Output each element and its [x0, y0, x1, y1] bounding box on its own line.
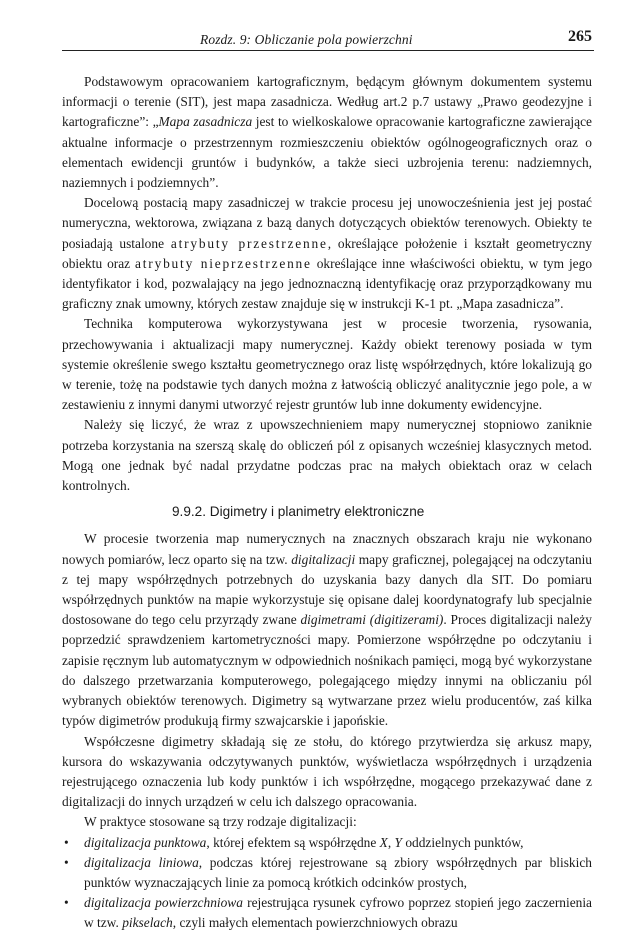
running-head: Rozdz. 9: Obliczanie pola powierzchni [200, 32, 413, 47]
paragraph-classic-methods: Należy się liczyć, że wraz z upowszechnieniem mapy numerycznej stopniowo zaniknie potrzeba korzystania na szerszą skalę do obliczeń pól z opisanych wcześniej klasycznych metod. Mogą one jednak być nadal przydatne podczas prac na małych obiektach oraz w celach kontrolnych. [62, 417, 592, 494]
bullet-icon: • [64, 834, 69, 850]
paragraph-computer-technique: Technika komputerowa wykorzystywana jest w procesie tworzenia, rysowania, przechowywania i aktualizacji mapy numerycznej. Każdy obiekt terenowy posiada w tym systemie określenie swego kształtu geometrycznego oraz listę współrzędnych, które lokalizują go w terenie, tożę na podstawie tych danych można z łatwością obliczyć analitycznie jego pole, a w zestawieniu z innymi danymi utworzyć rejestr gruntów lub inne dokumenty ewidencyjne. [62, 316, 592, 413]
section-heading: 9.9.2. Digimetry i planimetry elektroniczne [172, 504, 425, 520]
paragraph-digital-map: Docelową postacią mapy zasadniczej w trakcie procesu jej unowocześnienia jest jej postać numeryczna, wektorowa, związana z bazą danych dotyczących obiektów terenowych. Obiekty te posiadają ustalone atrybuty przestrzenne, określające położenie i kształt geometryczny obiektu oraz atrybuty nieprzestrzenne określające inne właściwości obiektu, w tym jego identyfikator i kod, pozwalający na jego jednoznaczną identyfikację oraz przyporządkowany mu graficzny znak umowny, których zestaw znajduje się w instrukcji K-1 pt. „Mapa zasadnicza”. [62, 195, 593, 312]
bullet-icon: • [64, 854, 69, 870]
bullet-icon: • [64, 895, 69, 911]
paragraph-digimeter-parts: Współczesne digimetry składają się ze stołu, do którego przytwierdza się arkusz mapy, kursora do wskazywania odczytywanych punktów, wyświetlacza współrzędnych i urządzenia rejestrującego oznaczenia lub kody punktów i ich współrzędne, mogącego przekazywać dane z digitalizacji do innych urządzeń w celu ich dalszego opracowania. [62, 733, 592, 810]
list-item: • digitalizacja powierzchniowa rejestrująca rysunek cyfrowo poprzez stopień jego zaczernienia w tzw. pikselach, czyli małych elementach powierzchniowych obrazu [64, 895, 592, 931]
list-item: • digitalizacja liniowa, podczas której rejestrowane są zbiory współrzędnych par bliskich punktów wyznaczających linie za pomocą krótkich odcinków prostych, [64, 854, 592, 890]
page-number: 265 [568, 28, 592, 45]
page-body [62, 72, 592, 934]
paragraph-map-definition: Podstawowym opracowaniem kartograficznym, będącym głównym dokumentem systemu informacji o terenie (SIT), jest mapa zasadnicza. Według art.2 p.7 ustawy „Prawo geodezyjne i kartograficzne”: „Mapa zasadnicza jest to wielkoskalowe opracowanie kartograficzne zawierające aktualne informacje o przestrzennym rozmieszczeniu obiektów ogólnogeograficznych oraz o elementach ewidencji gruntów i budynków, a także sieci uzbrojenia terenu: nadziemnych, naziemnych i podziemnych”. [62, 74, 592, 191]
page-header [62, 30, 594, 51]
paragraph-digitization-types: W praktyce stosowane są trzy rodzaje digitalizacji: [84, 814, 357, 830]
paragraph-digitization: W procesie tworzenia map numerycznych na znacznych obszarach kraju nie wykonano nowych pomiarów, lecz oparto się na tzw. digitalizacji mapy graficznej, polegającej na odczytaniu z tej mapy współrzędnych potrzebnych do uzyskania bazy danych dla SIT. Do pomiaru współrzędnych punktów na mapie wykorzystuje się opisane dalej koordynatografy lub specjalnie dostosowane do tego celu przyrządy zwane digimetrami (digitizerami). Proces digitalizacji należy poprzedzić sprawdzeniem kartometryczności mapy. Pomierzone współrzędne po odczytaniu i zapisie ręcznym lub automatycznym w odpowiednich nośnikach pamięci, mogą być wykorzystane do dalszego przetwarzania komputerowego, polegającego między innymi na obliczaniu pól wybranych obiektów terenowych. Digimetry są wytwarzane przez wielu producentów, zaś kilka typów digimetrów produkują firmy szwajcarskie i japońskie. [62, 531, 592, 729]
digitization-types-list [62, 833, 592, 934]
list-item: • digitalizacja punktowa, której efektem są współrzędne X, Y oddzielnych punktów, [62, 833, 592, 853]
